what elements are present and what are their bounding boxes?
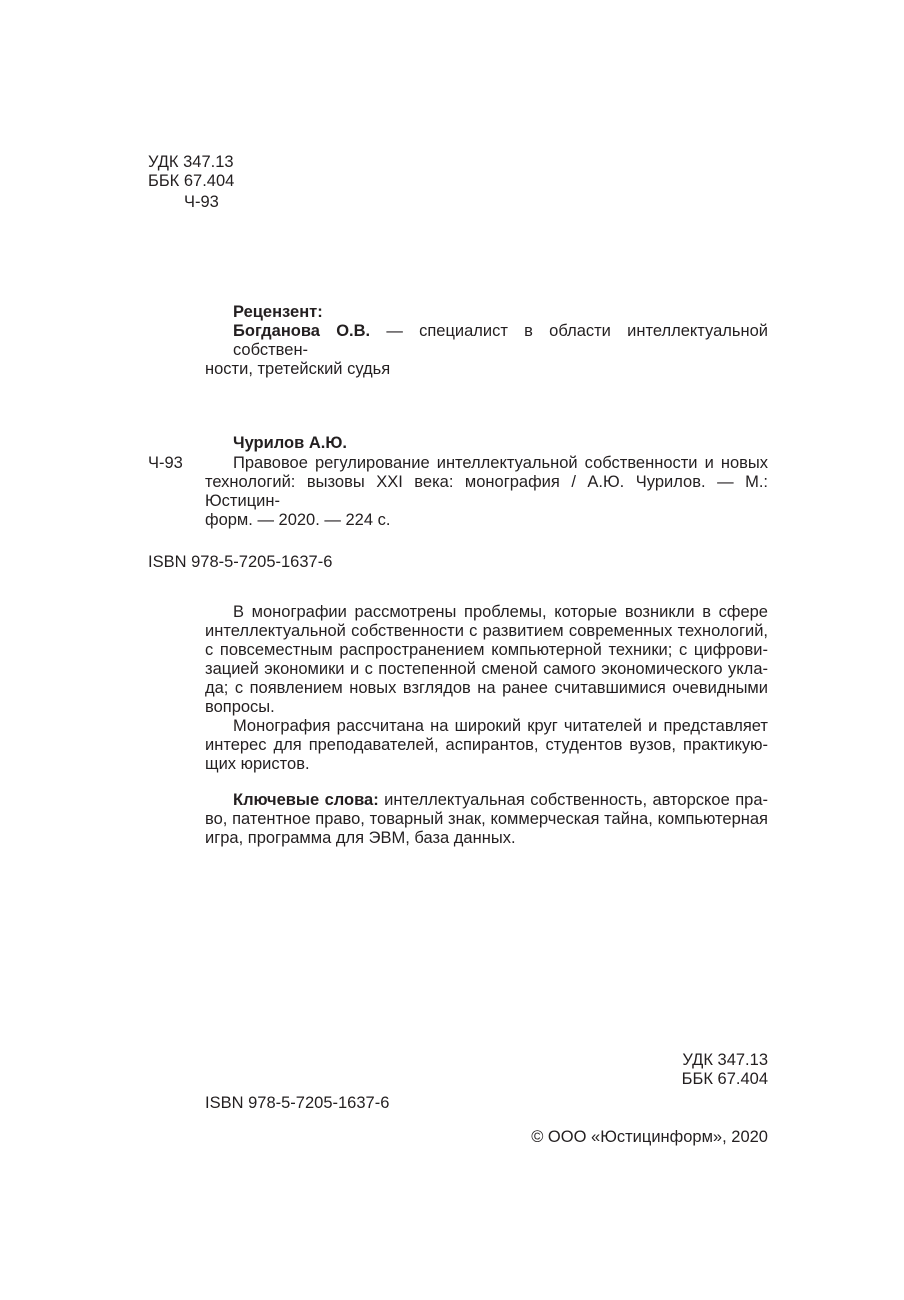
keywords-label: Ключевые слова: xyxy=(233,791,379,809)
reviewer-name: Богданова О.В. xyxy=(233,322,371,340)
abstract-p1-line: с повсеместным распространением компьютерной техники; с цифрови- xyxy=(205,641,768,659)
reviewer-block xyxy=(205,303,769,379)
bibliography-cutter-code: Ч-93 xyxy=(148,454,183,472)
bottom-classification-block xyxy=(568,1051,768,1089)
keywords-line-2: во, патентное право, товарный знак, коммерческая тайна, компьютерная xyxy=(205,810,768,828)
keywords-list-start: интеллектуальная собственность, авторское пра- xyxy=(378,791,768,809)
abstract-p2-line: Монография рассчитана на широкий круг читателей и представляет xyxy=(233,717,768,735)
keywords-line-3: игра, программа для ЭВМ, база данных. xyxy=(205,829,516,847)
abstract-p1-line: зацией экономики и с постепенной сменой самого экономического укла- xyxy=(205,660,768,678)
bibliography-line-1: Правовое регулирование интеллектуальной собственности и новых xyxy=(233,454,768,472)
top-bbk-code: ББК 67.404 xyxy=(148,172,235,190)
top-classification-block xyxy=(148,153,348,191)
reviewer-description: — специалист в области интеллектуальной собствен- xyxy=(233,322,769,359)
bibliography-line-2: технологий: вызовы XXI века: монография / А.Ю. Чурилов. — М.: Юстицин- xyxy=(205,473,768,510)
abstract-p1-line: интеллектуальной собственности с развитием современных технологий, xyxy=(205,622,768,640)
bottom-bbk-code: ББК 67.404 xyxy=(681,1070,768,1088)
keywords-line-1 xyxy=(233,791,768,810)
top-udk-code: УДК 347.13 xyxy=(148,153,234,171)
abstract-p1-line: да; с появлением новых взглядов на ранее считавшимися очевидными xyxy=(205,679,768,697)
abstract-p1-line: В монографии рассмотрены проблемы, которые возникли в сфере xyxy=(233,603,768,621)
top-author-cutter-code: Ч-93 xyxy=(184,193,219,211)
reviewer-heading: Рецензент: xyxy=(233,303,323,321)
bibliography-author: Чурилов А.Ю. xyxy=(233,434,347,452)
reviewer-line-2: ности, третейский судья xyxy=(205,360,391,378)
abstract-p2-line: интерес для преподавателей, аспирантов, студентов вузов, практикую- xyxy=(205,736,768,754)
isbn-top: ISBN 978-5-7205-1637-6 xyxy=(148,553,333,571)
abstract-block xyxy=(205,603,768,774)
keywords-block xyxy=(205,791,768,848)
bibliography-description xyxy=(205,454,768,530)
abstract-p1-line: вопросы. xyxy=(205,698,275,716)
isbn-bottom: ISBN 978-5-7205-1637-6 xyxy=(205,1094,390,1112)
bibliography-line-3: форм. — 2020. — 224 с. xyxy=(205,511,391,529)
reviewer-line-1 xyxy=(233,322,768,360)
copyright-notice: © ООО «Юстицинформ», 2020 xyxy=(531,1128,768,1146)
bottom-udk-code: УДК 347.13 xyxy=(682,1051,768,1069)
abstract-p2-line: щих юристов. xyxy=(205,755,310,773)
